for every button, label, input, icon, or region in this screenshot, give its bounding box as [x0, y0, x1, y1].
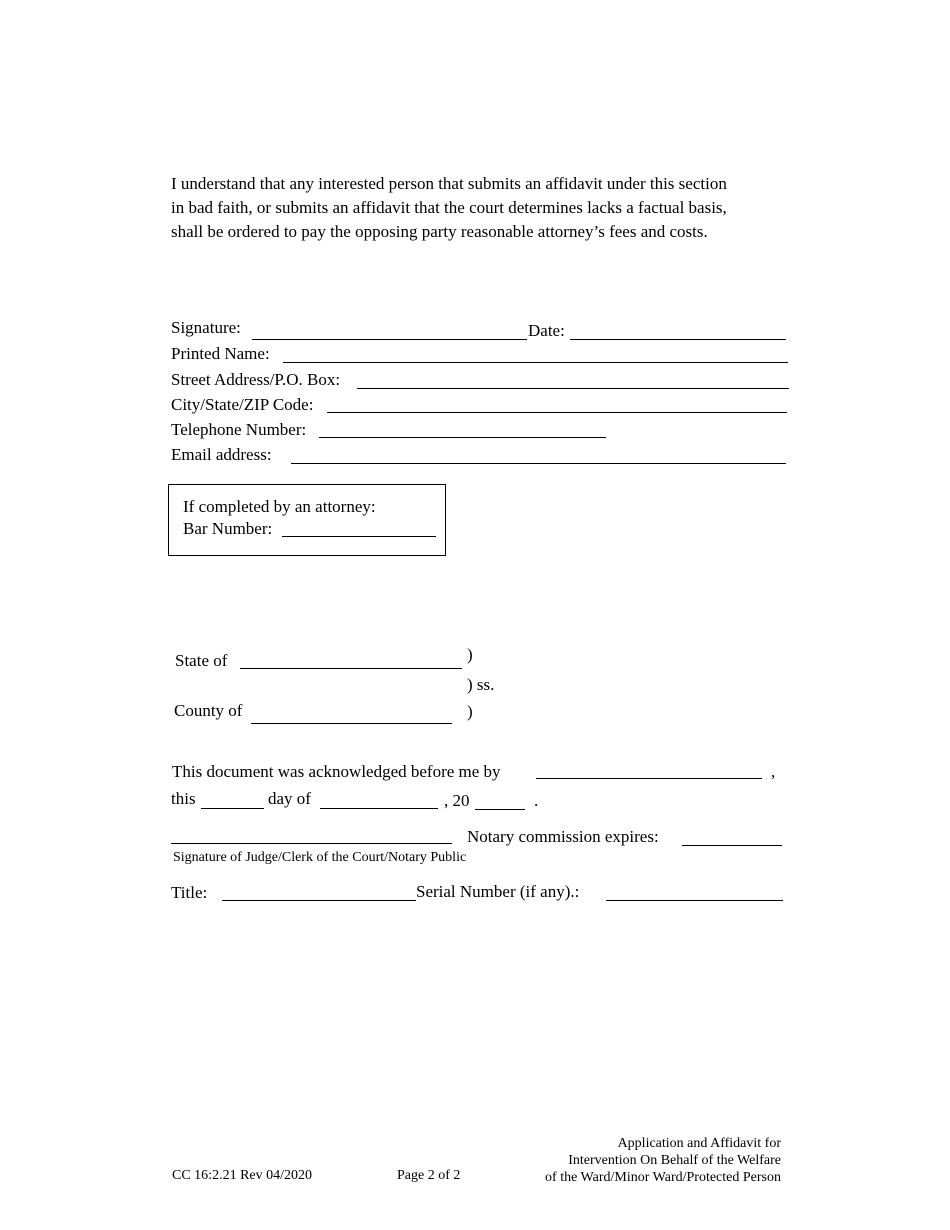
statement-line: in bad faith, or submits an affidavit that the court determines lacks a factual basis, [171, 198, 727, 217]
printed-name-field[interactable] [283, 362, 788, 363]
acknowledged-by-field[interactable] [536, 778, 762, 779]
serial-number-field[interactable] [606, 900, 783, 901]
footer-title-line: of the Ward/Minor Ward/Protected Person [545, 1170, 781, 1185]
this-label: this [171, 789, 196, 808]
serial-number-label: Serial Number (if any).: [416, 882, 580, 901]
street-address-field[interactable] [357, 388, 789, 389]
year-field[interactable] [475, 809, 525, 810]
street-address-label: Street Address/P.O. Box: [171, 370, 341, 389]
day-field[interactable] [201, 808, 264, 809]
footer-title-line: Application and Affidavit for [617, 1136, 781, 1151]
attorney-box-heading: If completed by an attorney: [183, 497, 376, 516]
acknowledged-comma: , [771, 762, 776, 781]
statement-line: I understand that any interested person that submits an affidavit under this section [171, 174, 727, 193]
notary-expires-field[interactable] [682, 845, 782, 846]
attorney-box [168, 484, 446, 556]
email-label: Email address: [171, 445, 272, 464]
venue-paren-bottom: ) [467, 702, 473, 721]
title-field[interactable] [222, 900, 416, 901]
footer-page-number: Page 2 of 2 [397, 1168, 461, 1183]
statement-paragraph [171, 172, 791, 244]
footer-form-code: CC 16:2.21 Rev 04/2020 [172, 1168, 313, 1183]
title-label: Title: [171, 883, 208, 902]
footer-document-title [545, 1135, 781, 1186]
printed-name-label: Printed Name: [171, 344, 270, 363]
telephone-field[interactable] [319, 437, 606, 438]
date-label: Date: [528, 321, 565, 340]
county-of-label: County of [174, 701, 243, 720]
signature-field[interactable] [252, 339, 527, 340]
date-field[interactable] [570, 339, 786, 340]
state-field[interactable] [240, 668, 462, 669]
month-field[interactable] [320, 808, 438, 809]
acknowledged-label: This document was acknowledged before me by [172, 762, 501, 781]
telephone-label: Telephone Number: [171, 420, 307, 439]
city-state-zip-field[interactable] [327, 412, 787, 413]
venue-ss: ) ss. [467, 675, 495, 694]
ack-period: . [534, 791, 539, 810]
bar-number-field[interactable] [282, 536, 436, 537]
signature-caption: Signature of Judge/Clerk of the Court/Notary Public [173, 850, 467, 865]
notary-signature-field[interactable] [171, 843, 452, 844]
footer-title-line: Intervention On Behalf of the Welfare [568, 1153, 781, 1168]
year-prefix-label: , 20 [444, 791, 470, 810]
venue-paren-top: ) [467, 645, 473, 664]
city-state-zip-label: City/State/ZIP Code: [171, 395, 314, 414]
email-field[interactable] [291, 463, 786, 464]
day-of-label: day of [268, 789, 311, 808]
bar-number-label: Bar Number: [183, 519, 273, 538]
county-field[interactable] [251, 723, 452, 724]
signature-label: Signature: [171, 318, 241, 337]
notary-expires-label: Notary commission expires: [467, 827, 659, 846]
statement-line: shall be ordered to pay the opposing party reasonable attorney’s fees and costs. [171, 222, 708, 241]
state-of-label: State of [175, 651, 228, 670]
